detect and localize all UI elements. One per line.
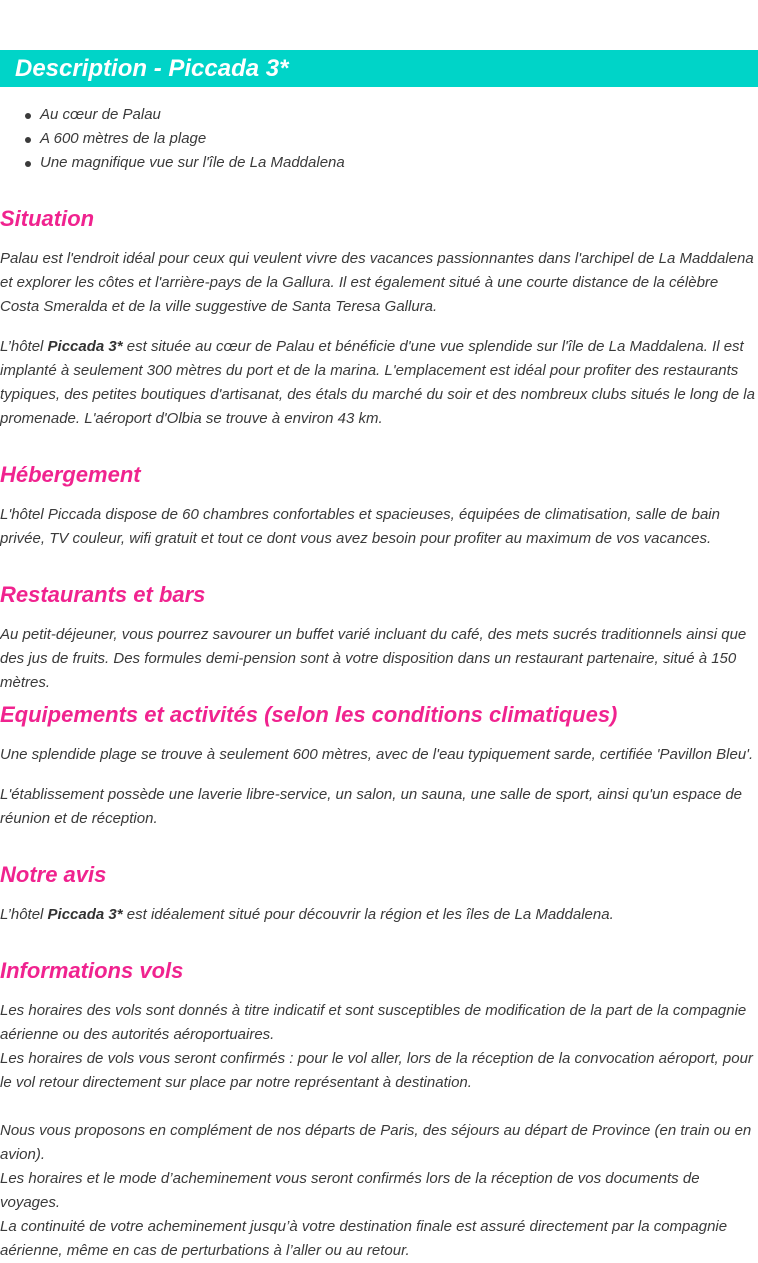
vols-body (0, 999, 758, 1095)
equipements-paragraph-1: Une splendide plage se trouve à seulement 600 mètres, avec de l'eau typiquement sarde, certifiée 'Pavillon Bleu'. (0, 746, 754, 763)
equipements-paragraph-2: L'établissement possède une laverie libre-service, un salon, un sauna, une salle de sport, ainsi qu'un espace de réunion et de réception. (0, 786, 743, 827)
text-suffix: est située au cœur de Palau et bénéficie d'une vue splendide sur l'île de La Maddalena. Il est implanté à seulement 300 mètres du port et de la marina. L'emplacement est idéal pour profiter des restaurants typiques, des petites boutiques d'artisanat, des étals du marché du soir et des nombreux clubs situés le long de la promenade. L'aéroport d'Olbia se trouve à environ 43 km. (0, 338, 755, 427)
list-item (0, 151, 345, 175)
restaurants-body (0, 623, 758, 695)
equipements-body (0, 743, 758, 767)
text-prefix: L’hôtel (0, 906, 48, 923)
hebergement-paragraph: L'hôtel Piccada dispose de 60 chambres confortables et spacieuses, équipées de climatisation, salle de bain privée, TV couleur, wifi gratuit et tout ce dont vous avez besoin pour profiter au maximum de vos vacances. (0, 506, 720, 547)
situation-body-2 (0, 335, 758, 431)
section-situation (0, 204, 758, 234)
section-hebergement (0, 460, 758, 490)
list-item (0, 127, 345, 151)
bullet-icon (25, 113, 31, 119)
section-restaurants (0, 580, 758, 610)
bullet-icon (25, 161, 31, 167)
situation-body (0, 247, 758, 319)
section-heading-equipements: Equipements et activités (selon les conditions climatiques) (0, 702, 618, 727)
highlight-text: Une magnifique vue sur l'île de La Maddalena (40, 154, 345, 171)
avis-paragraph (0, 903, 758, 927)
section-equipements (0, 700, 758, 730)
restaurants-paragraph: Au petit-déjeuner, vous pourrez savourer un buffet varié incluant du café, des mets sucrés traditionnels ainsi que des jus de fruits. Des formules demi-pension sont à votre disposition dans un restaurant partenaire, situé à 150 mètres. (0, 626, 747, 691)
section-heading-avis: Notre avis (0, 862, 107, 887)
page-title: Description - Piccada 3* (15, 55, 289, 82)
situation-paragraph-2 (0, 335, 758, 431)
avis-body (0, 903, 758, 927)
hotel-name: Piccada 3* (47, 338, 123, 355)
highlights-list (0, 103, 345, 175)
equipements-body-2 (0, 783, 758, 831)
text-suffix: est idéalement situé pour découvrir la région et les îles de La Maddalena. (122, 906, 614, 923)
section-heading-hebergement: Hébergement (0, 462, 141, 487)
hotel-name: Piccada 3* (47, 906, 123, 923)
highlight-text: A 600 mètres de la plage (40, 130, 207, 147)
vols-line-3: Nous vous proposons en complément de nos départs de Paris, des séjours au départ de Province (en train ou en avion). (0, 1122, 752, 1163)
highlight-text: Au cœur de Palau (40, 106, 161, 123)
list-item (0, 103, 345, 127)
vols-line-2: Les horaires de vols vous seront confirmés : pour le vol aller, lors de la réception de la convocation aéroport, pour le vol retour directement sur place par notre représentant à destination. (0, 1050, 753, 1091)
section-heading-vols: Informations vols (0, 958, 184, 983)
text-prefix: L’hôtel (0, 338, 48, 355)
section-avis (0, 860, 758, 890)
vols-line-4: Les horaires et le mode d’acheminement vous seront confirmés lors de la réception de vos documents de voyages. (0, 1170, 700, 1211)
section-heading-restaurants: Restaurants et bars (0, 582, 206, 607)
vols-line-1: Les horaires des vols sont donnés à titre indicatif et sont susceptibles de modification de la part de la compagnie aérienne ou des autorités aéroportuaires. (0, 1002, 747, 1043)
section-vols (0, 956, 758, 986)
description-banner (0, 50, 758, 87)
bullet-icon (25, 137, 31, 143)
section-heading-situation: Situation (0, 206, 95, 231)
hebergement-body (0, 503, 758, 551)
vols-line-5: La continuité de votre acheminement jusqu’à votre destination finale est assuré directement par la compagnie aérienne, même en cas de perturbations à l’aller ou au retour. (0, 1218, 728, 1259)
vols-body-2 (0, 1119, 758, 1263)
situation-paragraph-1: Palau est l'endroit idéal pour ceux qui veulent vivre des vacances passionnantes dans l'archipel de La Maddalena et explorer les côtes et l'arrière-pays de la Gallura. Il est également situé à une courte distance de la célèbre Costa Smeralda et de la ville suggestive de Santa Teresa Gallura. (0, 250, 754, 315)
